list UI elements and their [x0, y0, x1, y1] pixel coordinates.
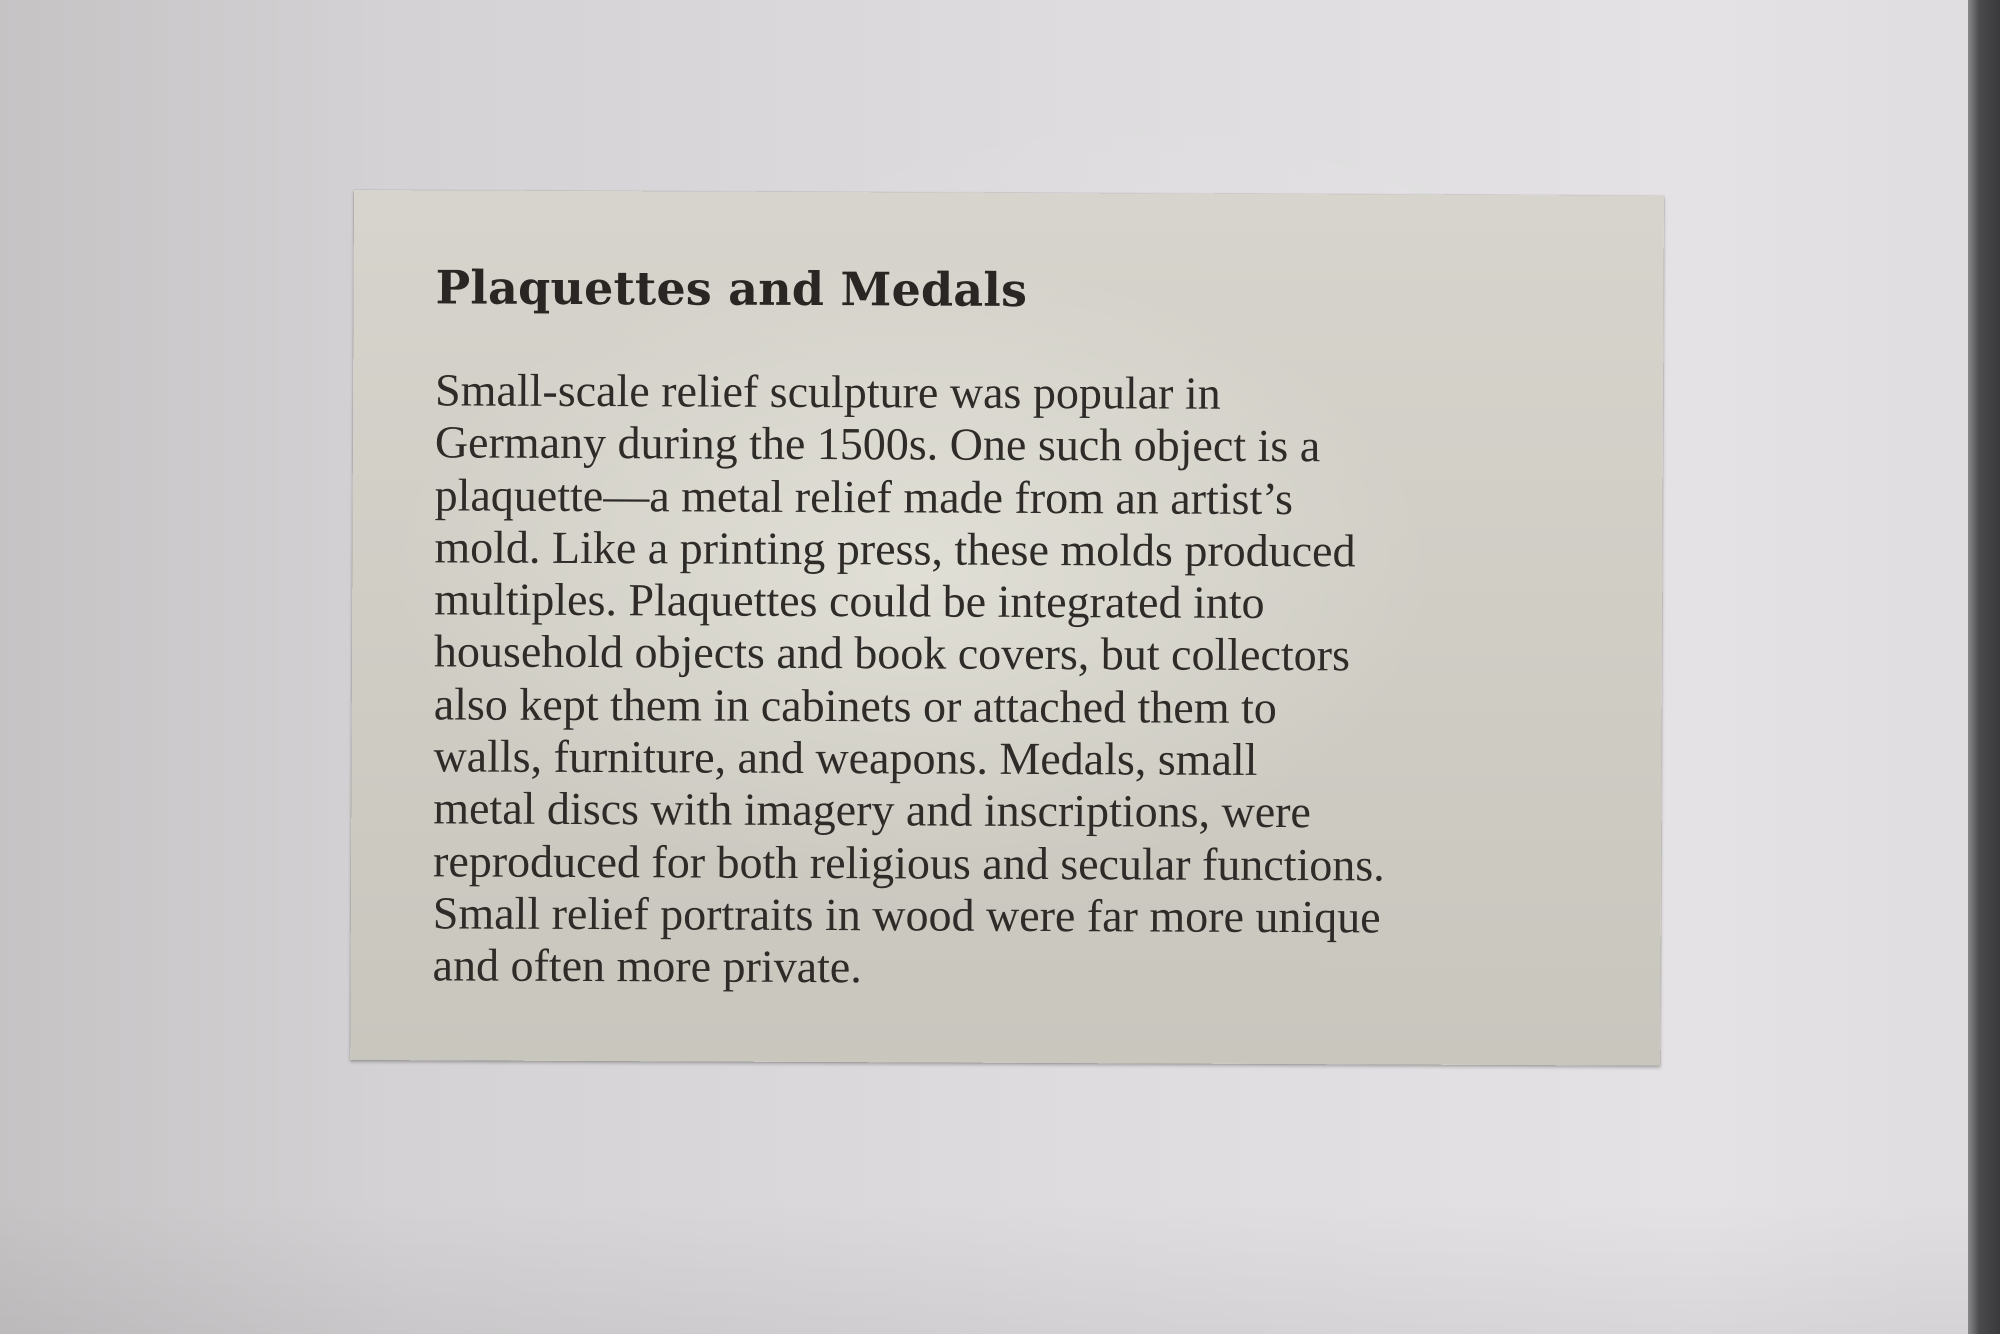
label-line: reproduced for both religious and secular functions.: [432, 835, 1385, 891]
label-line: Small relief portraits in wood were far more unique: [432, 887, 1381, 943]
label-body: [433, 364, 1584, 997]
label-title: Plaquettes and Medals: [435, 260, 1028, 317]
museum-label-card: [350, 190, 1664, 1066]
label-line: Germany during the 1500s. One such object is a: [434, 416, 1321, 472]
label-line: Small-scale relief sculpture was popular in: [435, 364, 1221, 419]
wall-shadow: [0, 1200, 1968, 1334]
label-line: also kept them in cabinets or attached them to: [433, 678, 1277, 733]
label-line: metal discs with imagery and inscriptions, were: [433, 782, 1312, 838]
label-line: walls, furniture, and weapons. Medals, small: [433, 730, 1258, 786]
label-line: mold. Like a printing press, these molds produced: [434, 521, 1356, 577]
label-line: plaquette—a metal relief made from an artist’s: [434, 468, 1294, 524]
label-line: and often more private.: [432, 939, 862, 993]
label-line: multiples. Plaquettes could be integrated into: [434, 573, 1265, 629]
wall-edge: [1968, 0, 2000, 1334]
label-line: household objects and book covers, but collectors: [433, 625, 1351, 681]
